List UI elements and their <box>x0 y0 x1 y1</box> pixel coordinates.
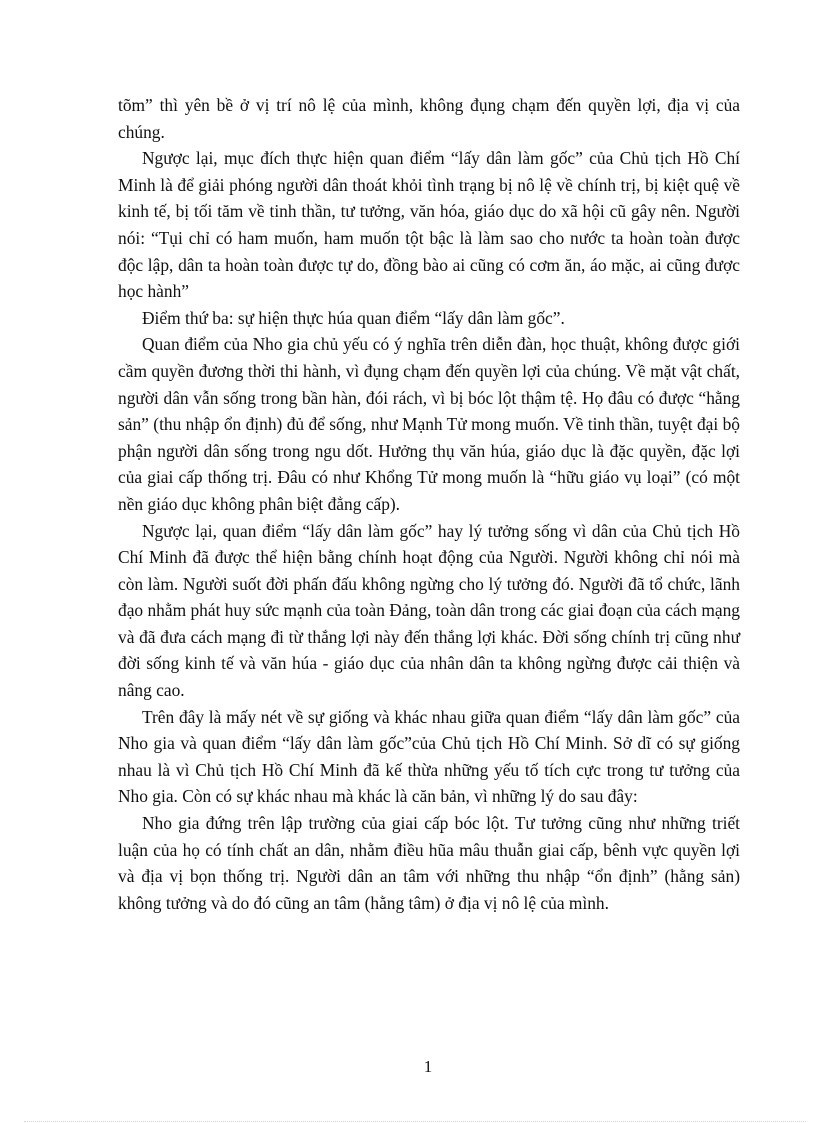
document-body <box>118 92 740 916</box>
paragraph: Trên đây là mấy nét về sự giống và khác nhau giữa quan điểm “lấy dân làm gốc” của Nho gia và quan điểm “lấy dân làm gốc”của Chủ tịch Hồ Chí Minh. Sở dĩ có sự giống nhau là vì Chủ tịch Hồ Chí Minh đã kế thừa những yếu tố tích cực trong tư tưởng của Nho gia. Còn có sự khác nhau mà khác là căn bản, vì những lý do sau đây: <box>118 706 740 807</box>
page-number: 1 <box>423 1057 433 1076</box>
paragraph: Ngược lại, quan điểm “lấy dân làm gốc” hay lý tưởng sống vì dân của Chủ tịch Hồ Chí Minh đã được thể hiện bằng chính hoạt động của Người. Người không chỉ nói mà còn làm. Người suốt đời phấn đấu không ngừng cho lý tưởng đó. Người đã tổ chức, lãnh đạo nhằm phát huy sức mạnh của toàn Đảng, toàn dân trong các giai đoạn của cách mạng và đã đưa cách mạng đi từ thắng lợi này đến thắng lợi khác. Đời sống chính trị cũng như đời sống kinh tế và văn húa - giáo dục của nhân dân ta không ngừng được cải thiện và nâng cao. <box>118 520 740 701</box>
paragraph-heading-point-three: Điểm thứ ba: sự hiện thực húa quan điểm “lấy dân làm gốc”. <box>142 307 565 328</box>
paragraph: Quan điểm của Nho gia chủ yếu có ý nghĩa trên diễn đàn, học thuật, không được giới cầm quyền đương thời thi hành, vì đụng chạm đến quyền lợi của chúng. Về mặt vật chất, người dân vẫn sống trong bần hàn, đói rách, vì bị bóc lột thậm tệ. Họ đâu có được “hằng sản” (thu nhập ổn định) đủ để sống, như Mạnh Tử mong muốn. Về tinh thần, tuyệt đại bộ phận người dân sống trong ngu dốt. Hưởng thụ văn húa, giáo dục là đặc quyền, đặc lợi của giai cấp thống trị. Đâu có như Khổng Tử mong muốn là “hữu giáo vụ loại” (có một nền giáo dục không phân biệt đẳng cấp). <box>118 334 740 514</box>
paragraph-continuation: tõm” thì yên bề ở vị trí nô lệ của mình, không đụng chạm đến quyền lợi, địa vị của chúng. <box>118 95 740 142</box>
paragraph: Nho gia đứng trên lập trường của giai cấp bóc lột. Tư tưởng cũng như những triết luận của họ có tính chất an dân, nhằm điều hũa mâu thuẫn giai cấp, bênh vực quyền lợi và địa vị bọn thống trị. Người dân an tâm với những thu nhập “ổn định” (hằng sản) không tưởng và do đó cũng an tâm (hằng tâm) ở địa vị nô lệ của mình. <box>118 813 740 913</box>
paragraph: Ngược lại, mục đích thực hiện quan điểm “lấy dân làm gốc” của Chủ tịch Hồ Chí Minh là để giải phóng người dân thoát khỏi tình trạng bị nô lệ về chính trị, bị kiệt quệ về kinh tế, bị tối tăm về tinh thần, tư tưởng, văn hóa, giáo dục do xã hội cũ gây nên. Người nói: “Tụi chỉ có ham muốn, ham muốn tột bậc là làm sao cho nước ta hoàn toàn được độc lập, dân ta hoàn toàn được tự do, đồng bào ai cũng có cơm ăn, áo mặc, ai cũng được học hành” <box>118 148 740 302</box>
footer-divider <box>24 1121 806 1122</box>
